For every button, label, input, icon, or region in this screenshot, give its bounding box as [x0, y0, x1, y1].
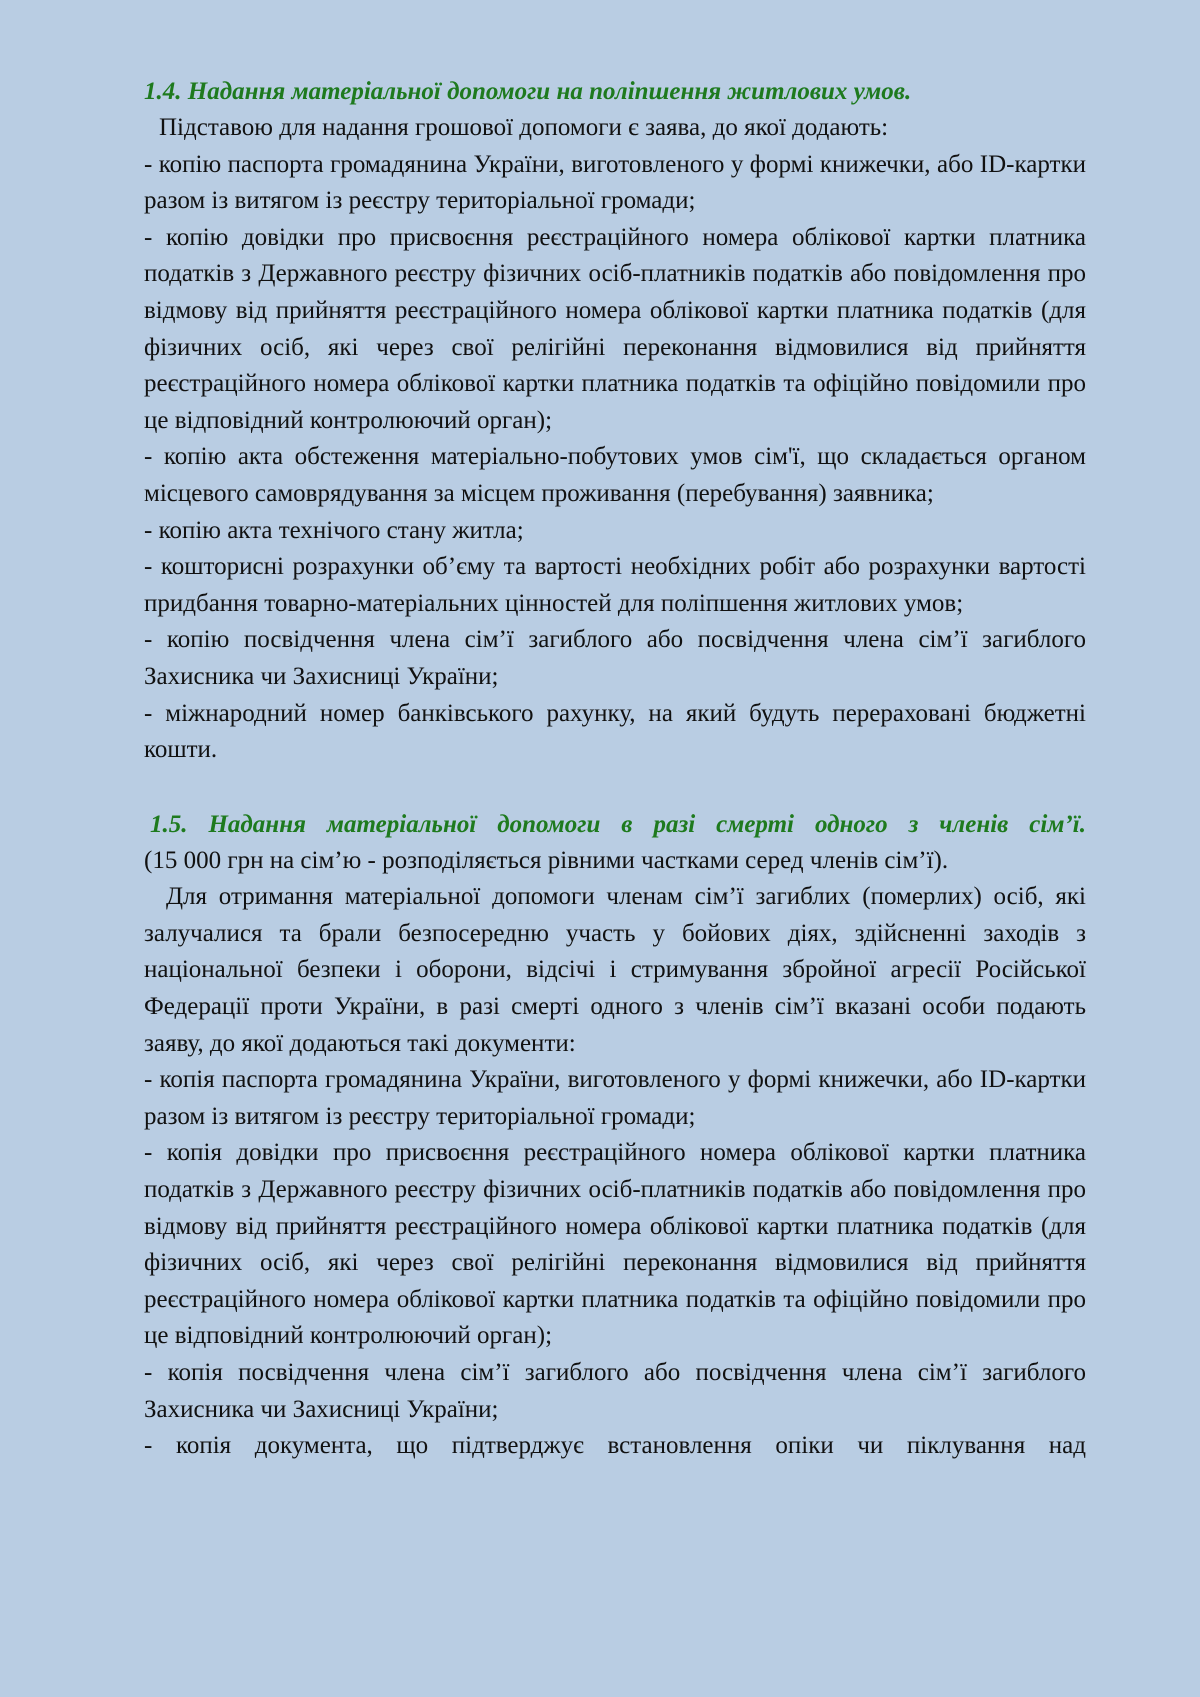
section-1-5-item: - копія документа, що підтверджує встановлення опіки чи піклування над [144, 1432, 1086, 1460]
section-1-4-item: - копію акта обстеження матеріально-побутових умов сім'ї, що складається органом місцевого самоврядування за місцем проживання (перебування) заявника; [144, 443, 1086, 507]
section-1-5-item: - копія довідки про присвоєння реєстраційного номера облікової картки платника податків з Державного реєстру фізичних осіб-платників податків або повідомлення про відмову від прийняття реєстраційного номера облікової картки платника податків (для фізичних осіб, які через свої релігійні переконання відмовилися від прийняття реєстраційного номера облікової картки платника податків та офіційно повідомили про це відповідний контролюючий орган); [144, 1139, 1086, 1350]
section-1-4-item: - копію паспорта громадянина України, виготовленого у формі книжечки, або ID-картки разом із витягом із реєстру територіальної громади; [144, 150, 1086, 215]
section-1-4-item: - міжнародний номер банківського рахунку, на який будуть перераховані бюджетні кошти. [144, 699, 1086, 764]
section-1-4-item: - кошторисні розрахунки об’єму та вартості необхідних робіт або розрахунки вартості придбання товарно-матеріальних цінностей для поліпшення житлових умов; [144, 553, 1086, 617]
section-1-4-item: - копію акта технічого стану житла; [144, 516, 524, 544]
section-1-5-item: - копія посвідчення члена сім’ї загиблого або посвідчення члена сім’ї загиблого Захисника чи Захисниці України; [144, 1359, 1086, 1423]
section-1-5-heading: 1.5. Надання матеріальної допомоги в разі смерті одного з членів сім’ї. [150, 810, 1086, 838]
section-1-5-amount-note: (15 000 грн на сім’ю - розподіляється рівними частками серед членів сім’ї). [144, 846, 949, 874]
section-1-5-intro: Для отримання матеріальної допомоги членам сім’ї загиблих (померлих) осіб, які залучалися та брали безпосередню участь у бойових діях, здійсненні заходів з національної безпеки і оборони, відсічі і стримування збройної агресії Російської Федерації проти України, в разі смерті одного з членів сім’ї вказані особи подають заяву, до якої додаються такі документи: [144, 883, 1086, 1057]
section-1-4-item: - копію довідки про присвоєння реєстраційного номера облікової картки платника податків з Державного реєстру фізичних осіб-платників податків або повідомлення про відмову від прийняття реєстраційного номера облікової картки платника податків (для фізичних осіб, які через свої релігійні переконання відмовилися від прийняття реєстраційного номера облікової картки платника податків та офіційно повідомили про це відповідний контролюючий орган); [144, 223, 1086, 434]
section-1-4-item: - копію посвідчення члена сім’ї загиблого або посвідчення члена сім’ї загиблого Захисника чи Захисниці України; [144, 626, 1086, 690]
section-1-5-item: - копія паспорта громадянина України, виготовленого у формі книжечки, або ID-картки разом із витягом із реєстру територіальної громади; [144, 1066, 1086, 1130]
section-spacer [144, 769, 1086, 807]
section-1-4-intro: Підставою для надання грошової допомоги є заява, до якої додають: [159, 114, 889, 141]
section-1-4-heading: 1.4. Надання матеріальної допомоги на поліпшення житлових умов. [144, 78, 912, 105]
